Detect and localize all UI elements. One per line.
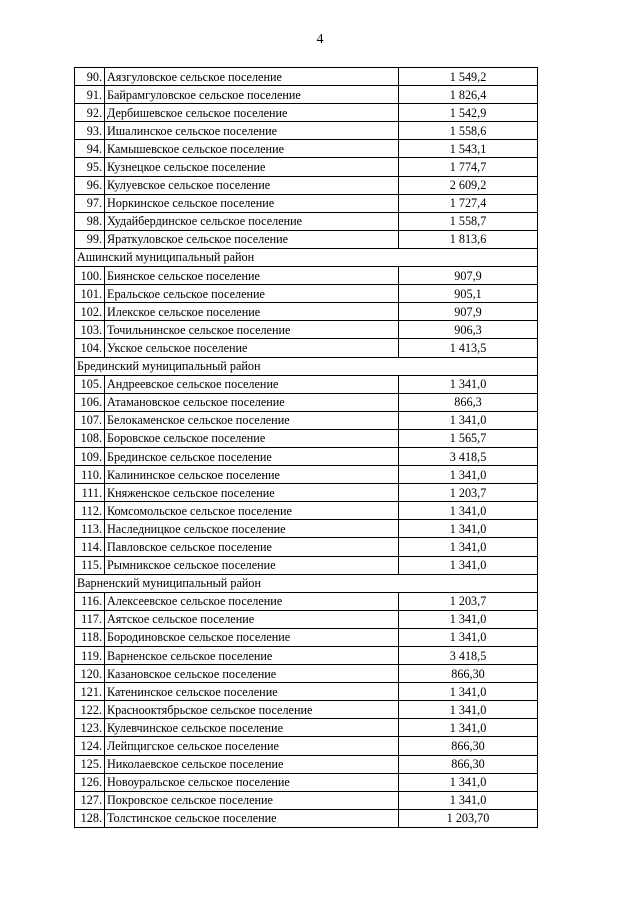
row-value: 1 341,0 (399, 466, 538, 484)
settlement-name: Илекское сельское поселение (105, 303, 399, 321)
settlement-name: Новоуральское сельское поселение (105, 773, 399, 791)
row-number: 113. (75, 520, 105, 538)
table-row (75, 502, 538, 520)
settlement-name: Еральское сельское поселение (105, 285, 399, 303)
section-row (75, 248, 538, 266)
row-value: 907,9 (399, 267, 538, 285)
row-number: 96. (75, 176, 105, 194)
row-number: 109. (75, 447, 105, 465)
settlement-name: Рымникское сельское поселение (105, 556, 399, 574)
row-value: 1 341,0 (399, 683, 538, 701)
section-title: Ашинский муниципальный район (75, 248, 538, 266)
table-row (75, 791, 538, 809)
row-number: 98. (75, 212, 105, 230)
table-row (75, 393, 538, 411)
row-number: 99. (75, 230, 105, 248)
row-value: 1 341,0 (399, 556, 538, 574)
row-number: 95. (75, 158, 105, 176)
row-value: 1 341,0 (399, 538, 538, 556)
row-number: 105. (75, 375, 105, 393)
row-value: 1 341,0 (399, 628, 538, 646)
table-row (75, 610, 538, 628)
table-row (75, 267, 538, 285)
row-number: 101. (75, 285, 105, 303)
row-value: 1 413,5 (399, 339, 538, 357)
row-value: 1 341,0 (399, 610, 538, 628)
row-value: 1 341,0 (399, 502, 538, 520)
table-row (75, 809, 538, 827)
row-number: 120. (75, 665, 105, 683)
table-row (75, 375, 538, 393)
row-number: 116. (75, 592, 105, 610)
settlement-name: Варненское сельское поселение (105, 647, 399, 665)
row-number: 110. (75, 466, 105, 484)
row-value: 1 774,7 (399, 158, 538, 176)
section-title: Брединский муниципальный район (75, 357, 538, 375)
row-number: 102. (75, 303, 105, 321)
table-row (75, 701, 538, 719)
settlement-name: Княженское сельское поселение (105, 484, 399, 502)
row-number: 123. (75, 719, 105, 737)
settlement-name: Павловское сельское поселение (105, 538, 399, 556)
row-number: 122. (75, 701, 105, 719)
row-number: 118. (75, 628, 105, 646)
row-number: 119. (75, 647, 105, 665)
row-number: 107. (75, 411, 105, 429)
settlement-name: Брединское сельское поселение (105, 447, 399, 465)
table-row (75, 556, 538, 574)
table-row (75, 194, 538, 212)
table-row (75, 68, 538, 86)
table-row (75, 466, 538, 484)
row-value: 1 558,7 (399, 212, 538, 230)
table-row (75, 773, 538, 791)
settlements-table (74, 67, 538, 828)
row-value: 866,3 (399, 393, 538, 411)
row-number: 125. (75, 755, 105, 773)
row-number: 94. (75, 140, 105, 158)
settlement-name: Комсомольское сельское поселение (105, 502, 399, 520)
row-value: 1 727,4 (399, 194, 538, 212)
table-row (75, 429, 538, 447)
table-row (75, 122, 538, 140)
table-row (75, 104, 538, 122)
row-number: 111. (75, 484, 105, 502)
row-number: 91. (75, 86, 105, 104)
settlement-name: Байрамгуловское сельское поселение (105, 86, 399, 104)
table-row (75, 737, 538, 755)
table-body (75, 68, 538, 828)
settlement-name: Дербишевское сельское поселение (105, 104, 399, 122)
row-value: 1 565,7 (399, 429, 538, 447)
row-value: 1 203,7 (399, 592, 538, 610)
settlement-name: Андреевское сельское поселение (105, 375, 399, 393)
table-row (75, 303, 538, 321)
table-row (75, 230, 538, 248)
row-value: 1 341,0 (399, 773, 538, 791)
table-row (75, 339, 538, 357)
row-value: 1 203,7 (399, 484, 538, 502)
row-number: 121. (75, 683, 105, 701)
settlement-name: Кулевчинское сельское поселение (105, 719, 399, 737)
settlement-name: Наследницкое сельское поселение (105, 520, 399, 538)
row-number: 124. (75, 737, 105, 755)
settlement-name: Худайбердинское сельское поселение (105, 212, 399, 230)
settlement-name: Аятское сельское поселение (105, 610, 399, 628)
settlement-name: Лейпцигское сельское поселение (105, 737, 399, 755)
settlement-name: Толстинское сельское поселение (105, 809, 399, 827)
row-number: 100. (75, 267, 105, 285)
settlement-name: Атамановское сельское поселение (105, 393, 399, 411)
row-value: 907,9 (399, 303, 538, 321)
row-value: 1 341,0 (399, 375, 538, 393)
row-value: 3 418,5 (399, 647, 538, 665)
settlement-name: Биянское сельское поселение (105, 267, 399, 285)
settlement-name: Кулуевское сельское поселение (105, 176, 399, 194)
row-value: 906,3 (399, 321, 538, 339)
table-row (75, 484, 538, 502)
table-row (75, 665, 538, 683)
table-row (75, 176, 538, 194)
row-number: 106. (75, 393, 105, 411)
row-number: 115. (75, 556, 105, 574)
row-value: 1 203,70 (399, 809, 538, 827)
row-number: 97. (75, 194, 105, 212)
row-number: 104. (75, 339, 105, 357)
settlement-name: Белокаменское сельское поселение (105, 411, 399, 429)
section-row (75, 574, 538, 592)
settlement-name: Боровское сельское поселение (105, 429, 399, 447)
settlement-name: Норкинское сельское поселение (105, 194, 399, 212)
row-value: 1 826,4 (399, 86, 538, 104)
settlement-name: Калининское сельское поселение (105, 466, 399, 484)
row-number: 117. (75, 610, 105, 628)
row-value: 1 549,2 (399, 68, 538, 86)
row-value: 1 341,0 (399, 791, 538, 809)
row-number: 126. (75, 773, 105, 791)
row-value: 866,30 (399, 755, 538, 773)
settlement-name: Кузнецкое сельское поселение (105, 158, 399, 176)
table-row (75, 592, 538, 610)
table-row (75, 628, 538, 646)
settlement-name: Бородиновское сельское поселение (105, 628, 399, 646)
settlement-name: Камышевское сельское поселение (105, 140, 399, 158)
row-value: 905,1 (399, 285, 538, 303)
row-value: 866,30 (399, 737, 538, 755)
row-number: 90. (75, 68, 105, 86)
row-number: 103. (75, 321, 105, 339)
settlement-name: Аязгуловское сельское поселение (105, 68, 399, 86)
settlement-name: Казановское сельское поселение (105, 665, 399, 683)
row-value: 1 341,0 (399, 719, 538, 737)
settlement-name: Краснооктябрьское сельское поселение (105, 701, 399, 719)
table-row (75, 719, 538, 737)
settlement-name: Катенинское сельское поселение (105, 683, 399, 701)
row-value: 1 341,0 (399, 520, 538, 538)
table-row (75, 140, 538, 158)
table-row (75, 755, 538, 773)
table-row (75, 683, 538, 701)
row-value: 1 542,9 (399, 104, 538, 122)
table-row (75, 447, 538, 465)
settlement-name: Точильнинское сельское поселение (105, 321, 399, 339)
settlement-name: Укское сельское поселение (105, 339, 399, 357)
settlement-name: Яраткуловское сельское поселение (105, 230, 399, 248)
table-row (75, 158, 538, 176)
table-row (75, 520, 538, 538)
page-number: 4 (316, 32, 324, 47)
table-row (75, 212, 538, 230)
settlement-name: Николаевское сельское поселение (105, 755, 399, 773)
table-row (75, 538, 538, 556)
table-row (75, 285, 538, 303)
table-row (75, 647, 538, 665)
table-row (75, 411, 538, 429)
row-number: 92. (75, 104, 105, 122)
row-value: 1 813,6 (399, 230, 538, 248)
section-title: Варненский муниципальный район (75, 574, 538, 592)
table-row (75, 86, 538, 104)
row-number: 108. (75, 429, 105, 447)
row-value: 2 609,2 (399, 176, 538, 194)
row-value: 1 341,0 (399, 411, 538, 429)
row-number: 128. (75, 809, 105, 827)
row-value: 1 558,6 (399, 122, 538, 140)
table-row (75, 321, 538, 339)
row-number: 127. (75, 791, 105, 809)
settlement-name: Покровское сельское поселение (105, 791, 399, 809)
row-number: 114. (75, 538, 105, 556)
section-row (75, 357, 538, 375)
row-number: 112. (75, 502, 105, 520)
settlement-name: Алексеевское сельское поселение (105, 592, 399, 610)
row-number: 93. (75, 122, 105, 140)
settlement-name: Ишалинское сельское поселение (105, 122, 399, 140)
row-value: 866,30 (399, 665, 538, 683)
row-value: 1 341,0 (399, 701, 538, 719)
row-value: 1 543,1 (399, 140, 538, 158)
row-value: 3 418,5 (399, 447, 538, 465)
